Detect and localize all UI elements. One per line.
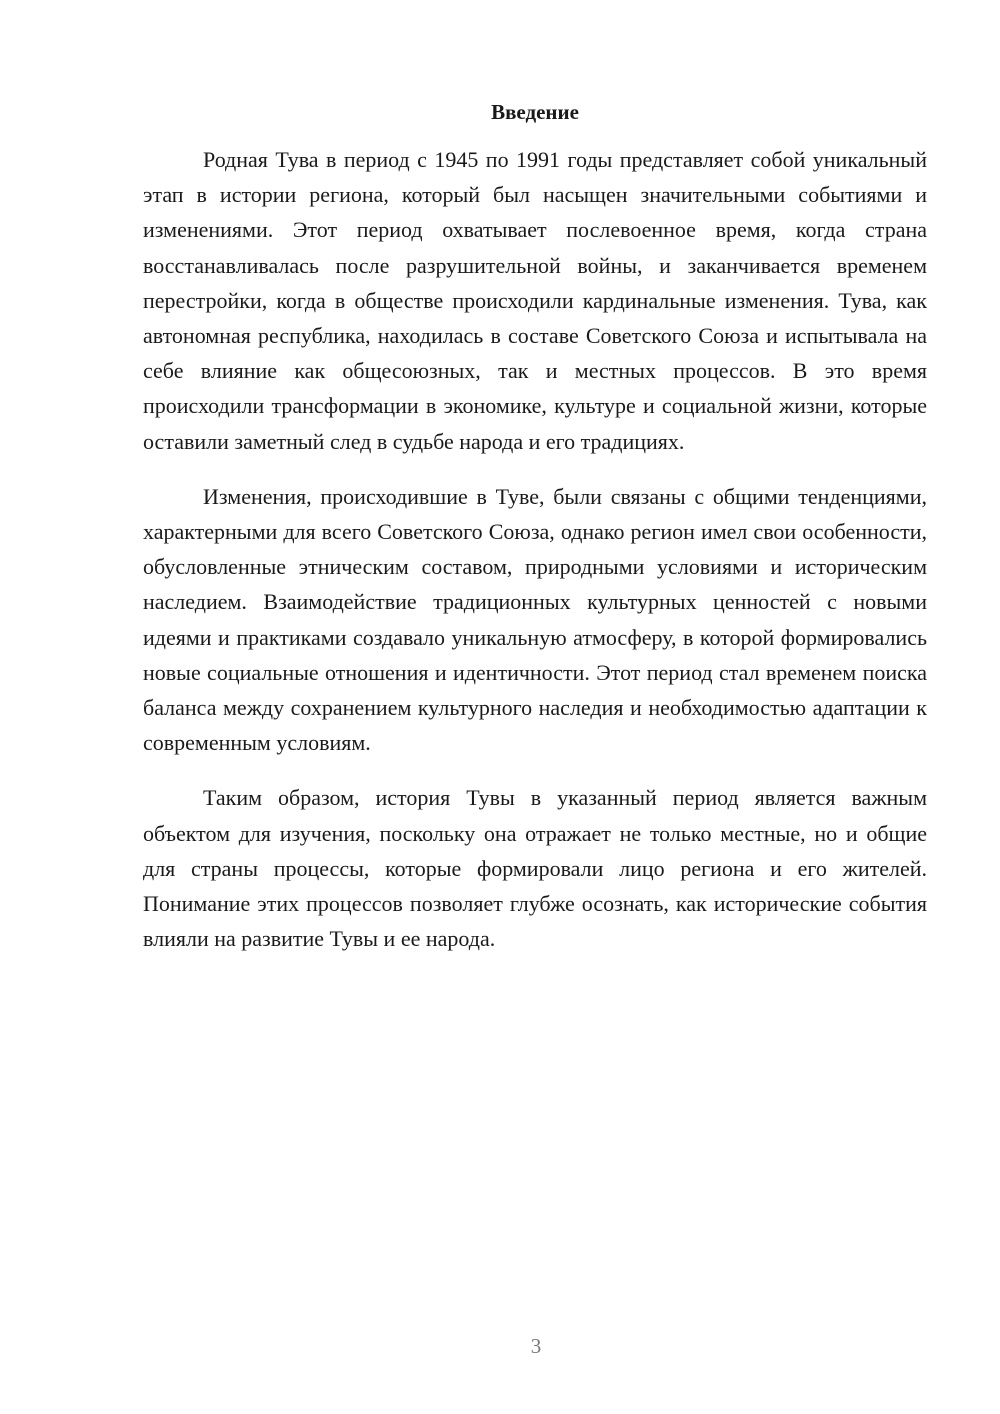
paragraph-3: Таким образом, история Тувы в указанный период является важным объектом для изучения, поскольку она отражает не только местные, но и общие для страны процессы, которые формировали лицо региона и его жителей. Понимание этих процессов позволяет глубже осознать, как исторические события влияли на развитие Тувы и ее народа. <box>143 785 927 952</box>
page-title: Введение <box>491 100 579 124</box>
page-number: 3 <box>530 1334 542 1358</box>
document-body <box>143 142 927 976</box>
paragraph-1: Родная Тува в период с 1945 по 1991 годы представляет собой уникальный этап в истории региона, который был насыщен значительными событиями и изменениями. Этот период охватывает послевоенное время, когда страна восстанавливалась после разрушительной войны, и заканчивается временем перестройки, когда в обществе происходили кардинальные изменения. Тува, как автономная республика, находилась в составе Советского Союза и испытывала на себе влияние как общесоюзных, так и местных процессов. В это время происходили трансформации в экономике, культуре и социальной жизни, которые оставили заметный след в судьбе народа и его традициях. <box>143 147 927 454</box>
paragraph-2: Изменения, происходившие в Туве, были связаны с общими тенденциями, характерными для всего Советского Союза, однако регион имел свои особенности, обусловленные этническим составом, природными условиями и историческим наследием. Взаимодействие традиционных культурных ценностей с новыми идеями и практиками создавало уникальную атмосферу, в которой формировались новые социальные отношения и идентичности. Этот период стал временем поиска баланса между сохранением культурного наследия и необходимостью адаптации к современным условиям. <box>143 483 927 756</box>
